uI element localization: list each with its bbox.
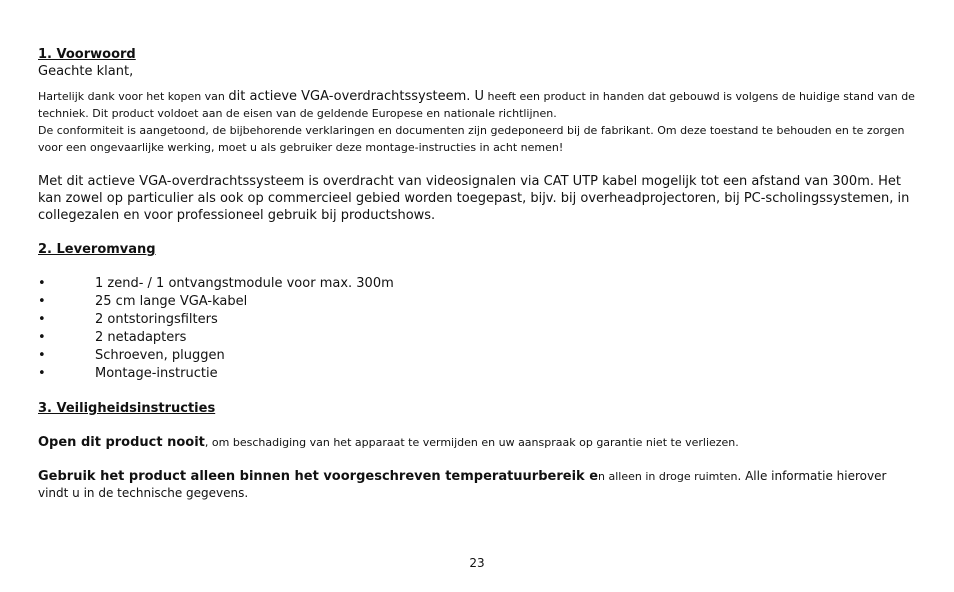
safety-2-bold: Gebruik het product alleen binnen het voorgeschreven temperatuurbereik e <box>38 469 599 484</box>
document-page <box>38 46 918 502</box>
list-item-label: 25 cm lange VGA-kabel <box>95 294 248 309</box>
list-item-label: Schroeven, pluggen <box>95 348 225 363</box>
page-number: 23 <box>469 556 485 570</box>
conformity-paragraph: De conformiteit is aangetoond, de bijbehorende verklaringen en documenten zijn gedeponeerd bij de fabrikant. Om deze toestand te behouden en te zorgen voor een ongevaarlijke werking, moet u als gebruiker deze montage-instructies in acht nemen! <box>38 124 905 154</box>
section-heading-voorwoord: 1. Voorwoord <box>38 47 136 62</box>
list-item-label: 2 ontstoringsfilters <box>95 312 218 327</box>
safety-2-small: n alleen in droge ruimten <box>598 470 738 483</box>
list-item-label: 2 netadapters <box>95 330 187 345</box>
list-item <box>38 347 918 365</box>
bullet-icon: • <box>38 294 46 309</box>
bullet-icon: • <box>38 276 46 291</box>
intro-part-a: Hartelijk dank voor het kopen van <box>38 90 229 103</box>
delivery-list <box>38 275 918 383</box>
bullet-icon: • <box>38 330 46 345</box>
list-item-label: Montage-instructie <box>95 366 218 381</box>
list-item <box>38 311 918 329</box>
bullet-icon: • <box>38 312 46 327</box>
bullet-icon: • <box>38 366 46 381</box>
section-heading-veiligheid: 3. Veiligheidsinstructies <box>38 401 216 416</box>
safety-paragraph-1 <box>38 434 918 451</box>
safety-2-rest: . Alle informatie hierover vindt u in de technische gegevens. <box>38 469 887 500</box>
section-heading-leveromvang: 2. Leveromvang <box>38 242 156 257</box>
bullet-icon: • <box>38 348 46 363</box>
list-item <box>38 293 918 311</box>
intro-part-b: dit actieve VGA-overdrachtssysteem. U <box>228 89 485 104</box>
safety-1-bold: Open dit product nooit <box>38 435 205 450</box>
description-paragraph: Met dit actieve VGA-overdrachtssysteem is overdracht van videosignalen via CAT UTP kabel mogelijk tot een afstand van 300m. Het kan zowel op particulier als ook op commercieel gebied worden toegepast, bijv. bij overheadprojectoren, bij PC-scholingssystemen, in collegezalen en voor professioneel gebruik bij productshows. <box>38 174 910 223</box>
safety-paragraph-2 <box>38 468 918 502</box>
list-item <box>38 365 918 383</box>
intro-part-c: heeft een product in handen dat gebouwd is volgens de huidige stand van de techniek. Dit product voldoet aan de eisen van de geldende Europese en nationale richtlijnen. <box>38 90 915 120</box>
safety-1-rest: , om beschadiging van het apparaat te vermijden en uw aanspraak op garantie niet te verliezen. <box>204 436 739 449</box>
list-item <box>38 329 918 347</box>
intro-paragraph <box>38 88 918 122</box>
list-item-label: 1 zend- / 1 ontvangstmodule voor max. 300m <box>95 276 394 291</box>
list-item <box>38 275 918 293</box>
greeting-text: Geachte klant, <box>38 64 134 79</box>
